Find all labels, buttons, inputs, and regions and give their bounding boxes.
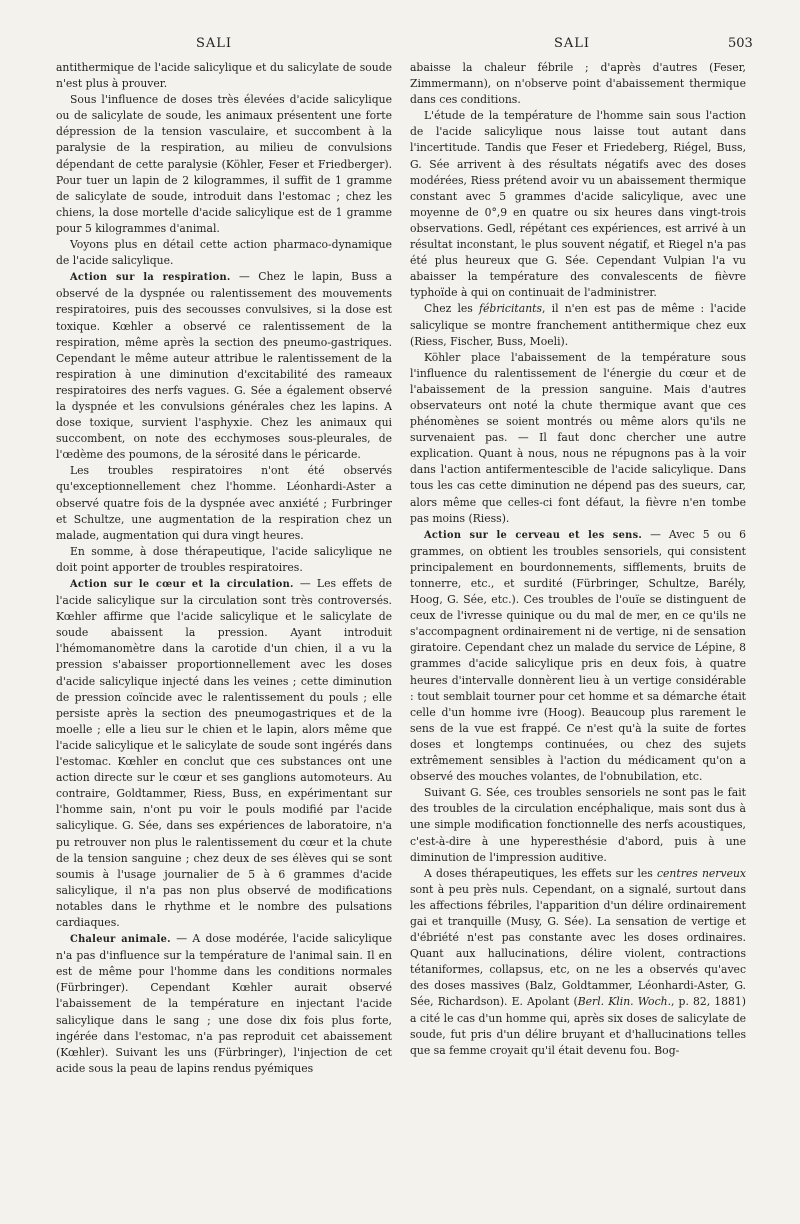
section-heading: Action sur le cerveau et les sens. bbox=[424, 529, 643, 541]
paragraph bbox=[410, 301, 746, 349]
section-brain bbox=[410, 527, 746, 786]
citation: Berl. Klin. Woch. bbox=[577, 995, 671, 1009]
section-text: — Avec 5 ou 6 grammes, on obtient les troubles sensoriels, qui consistent principalement en bourdonnements, sifflements, bruits de tonnerre, etc., et surdité (Fürbringer, Schultze, Barély, Hoog, G. Sée, etc.). Ces troubles de l'ouïe se distinguent de ceux de l'ivresse quinique ou du mal de mer, en ce qu'ils ne s'accompagnent ordinairement ni de vertige, ni de sensation giratoire. Cependant chez un malade du service de Lépine, 8 grammes d'acide salicylique pris en deux fois, à quatre heures d'intervalle donnèrent lieu à un vertige considérable : tout semblait tourner pour cet homme et sa démarche était celle d'un homme ivre (Hoog). Beaucoup plus rarement le sens de la vue est frappé. Ce n'est qu'à la suite de fortes doses et longtemps continuées, ou chez des sujets extrêmement sensibles à l'action du médicament qu'on a observé des mouches volantes, de l'obnubilation, etc. bbox=[410, 527, 746, 784]
paragraph: abaisse la chaleur fébrile ; d'après d'autres (Feser, Zimmermann), on n'observe point d'abaissement thermique dans ces conditions. bbox=[410, 61, 746, 107]
section-respiration bbox=[56, 269, 392, 463]
paragraph: Suivant G. Sée, ces troubles sensoriels ne sont pas le fait des troubles de la circulation encéphalique, mais sont dus à une simple modification fonctionnelle des nerfs acoustiques, c'est-à-dire à une hyperesthésie d'abord, puis à une diminution de l'impression auditive. bbox=[410, 786, 746, 864]
paragraph: Sous l'influence de doses très élevées d'acide salicylique ou de salicylate de soude, les animaux présentent une forte dépression de la tension vasculaire, et succombent à la paralysie de la respiration, au milieu de convulsions dépendant de cette paralysie (Köhler, Feser et Friedberger). Pour tuer un lapin de 2 kilogrammes, il suffit de 1 gramme de salicylate de soude, introduit dans l'estomac ; chez les chiens, la dose mortelle d'acide salicylique est de 1 gramme pour 5 kilogrammes d'animal. bbox=[56, 93, 392, 235]
text-run: sont à peu près nuls. Cependant, on a signalé, surtout dans les affections fébriles, l'apparition d'un délire ordinairement gai et tranquille (Musy, G. Sée). La sensation de vertige et d'ébriété n'est pas constante avec les doses ordinaires. Quant aux hallucinations, délire violent, contractions tétaniformes, collapsus, etc, on ne les a observés qu'avec des doses massives (Balz, Goldtammer, Léonhardi-Aster, G. Sée, Richardson). E. Apolant ( bbox=[410, 882, 746, 1009]
section-heat bbox=[56, 931, 392, 1077]
paragraph: Köhler place l'abaissement de la température sous l'influence du ralentissement de l'énergie du cœur et de l'abaissement de la pression sanguine. Mais d'autres observateurs ont noté la chute thermique avant que ces phénomènes se soient montrés ou même alors qu'ils ne survenaient pas. — Il faut donc chercher une autre explication. Quant à nous, nous ne répugnons pas à la voir dans l'action antifermentescible de l'acide salicylique. Dans tous les cas cette diminution ne dépend pas des sueurs, car, alors même que celles-ci font défaut, la fièvre n'en tombe pas moins (Riess). bbox=[410, 350, 746, 525]
paragraph: Voyons plus en détail cette action pharmaco-dynamique de l'acide salicylique. bbox=[56, 238, 392, 268]
text-run: Chez les bbox=[424, 302, 480, 316]
paragraph: L'étude de la température de l'homme sain sous l'action de l'acide salicylique nous laisse tout autant dans l'incertitude. Tandis que Feser et Friedeberg, Riégel, Buss, G. Sée arrivent à des résultats négatifs avec des doses modérées, Riess prétend avoir vu un abaissement thermique constant avec 5 grammes d'acide salicylique, avec une moyenne de 0°,9 en quatre ou six heures dans vingt-trois observations. Gedl, répétant ces expériences, est arrivé à un résultat inconstant, le plus souvent négatif, et Riegel n'a pas été plus heureux que G. Sée. Cependant Vulpian l'a vu abaisser la température des convalescents de fièvre typhoïde à qui on continuait de l'administrer. bbox=[410, 109, 746, 300]
paragraph bbox=[410, 866, 746, 1059]
section-heart bbox=[56, 576, 392, 931]
text-run: , il n'en est pas de même : l'acide salicylique se montre franchement antithermique chez eux (Riess, Fischer, Buss, Moeli). bbox=[410, 302, 746, 348]
section-text: — A dose modérée, l'acide salicylique n'a pas d'influence sur la température de l'animal sain. Il en est de même pour l'homme dans les conditions normales (Fürbringer). Cependant Kœhler aurait observé l'abaissement de la température en injectant l'acide salicylique dans le sang ; une dose dix fois plus forte, ingérée dans l'estomac, n'a pas reproduit cet abaissement (Kœhler). Suivant les uns (Fürbringer), l'injection de cet acide sous la peau de lapins rendus pyémiques bbox=[56, 932, 392, 1075]
paragraph: En somme, à dose thérapeutique, l'acide salicylique ne doit point apporter de troubles respiratoires. bbox=[56, 544, 392, 574]
section-heading: Chaleur animale. bbox=[70, 934, 171, 946]
emphasis: fébricitants bbox=[479, 302, 543, 316]
section-heading: Action sur la respiration. bbox=[70, 272, 231, 284]
section-text: — Chez le lapin, Buss a observé de la dyspnée ou ralentissement des mouvements respiratoires, puis des secousses convulsives, si la dose est toxique. Kœhler a observé ce ralentissement de la respiration, même après la section des pneumo-gastriques. Cependant le même auteur attribue le ralentissement de la respiration à une diminution d'excitabilité des rameaux respiratoires des nerfs vagues. G. Sée a également observé la dyspnée et les convulsions générales chez les lapins. A dose toxique, survient l'asphyxie. Chez les animaux qui succombent, on note des ecchymoses sous-pleurales, de l'œdème des poumons, de la sérosité dans le péricarde. bbox=[56, 270, 392, 462]
emphasis: centres nerveux bbox=[657, 866, 746, 880]
right-column bbox=[410, 60, 746, 1210]
paragraph: antithermique de l'acide salicylique et du salicylate de soude n'est plus à prouver. bbox=[56, 61, 392, 91]
left-column bbox=[56, 60, 392, 1210]
running-head-left: SALI bbox=[196, 36, 233, 51]
text-run: , p. 82, 1881) a cité le cas d'un homme qui, après six doses de salicylate de soude, fut pris d'un délire bruyant et d'hallucinations telles que sa femme croyait qu'il était devenu fou. Bog- bbox=[410, 995, 746, 1057]
section-text: — Les effets de l'acide salicylique sur la circulation sont très controversés. Kœhler affirme que l'acide salicylique et le salicylate de soude abaissent la pression. Ayant introduit l'hémomanomètre dans la carotide d'un chien, il a vu la pression s'abaisser proportionnellement avec les doses d'acide salicylique injecté dans les veines ; cette diminution de pression coïncide avec le ralentissement du pouls ; elle persiste après la section des pneumogastriques et de la moelle ; elle a lieu sur le chien et le lapin, alors même que l'acide salicylique et le salicylate de soude sont ingérés dans l'estomac. Kœhler en conclut que ces substances ont une action directe sur le cœur et ses ganglions automoteurs. Au contraire, Goldtammer, Riess, Buss, en expérimentant sur l'homme sain, n'ont pu voir le pouls modifié par l'acide salicylique. G. Sée, dans ses expériences de laboratoire, n'a pu retrouver non plus le ralentissement du cœur et la chute de la tension sanguine ; chez deux de ses élèves qui se sont soumis à l'usage journalier de 5 à 6 grammes d'acide salicylique, il n'a pas non plus observé de modifications notables dans le rhythme et le nombre des pulsations cardiaques. bbox=[56, 577, 392, 929]
section-heading: Action sur le cœur et la circulation. bbox=[70, 579, 294, 590]
page-number: 503 bbox=[728, 36, 753, 51]
text-run: A doses thérapeutiques, les effets sur les bbox=[424, 866, 657, 880]
paragraph: Les troubles respiratoires n'ont été observés qu'exceptionnellement chez l'homme. Léonhardi-Aster a observé quatre fois de la dyspnée avec anxiété ; Furbringer et Schultze, une augmentation de la respiration chez un malade, augmentation qui dura vingt heures. bbox=[56, 464, 392, 542]
running-head-right: SALI bbox=[554, 36, 591, 51]
